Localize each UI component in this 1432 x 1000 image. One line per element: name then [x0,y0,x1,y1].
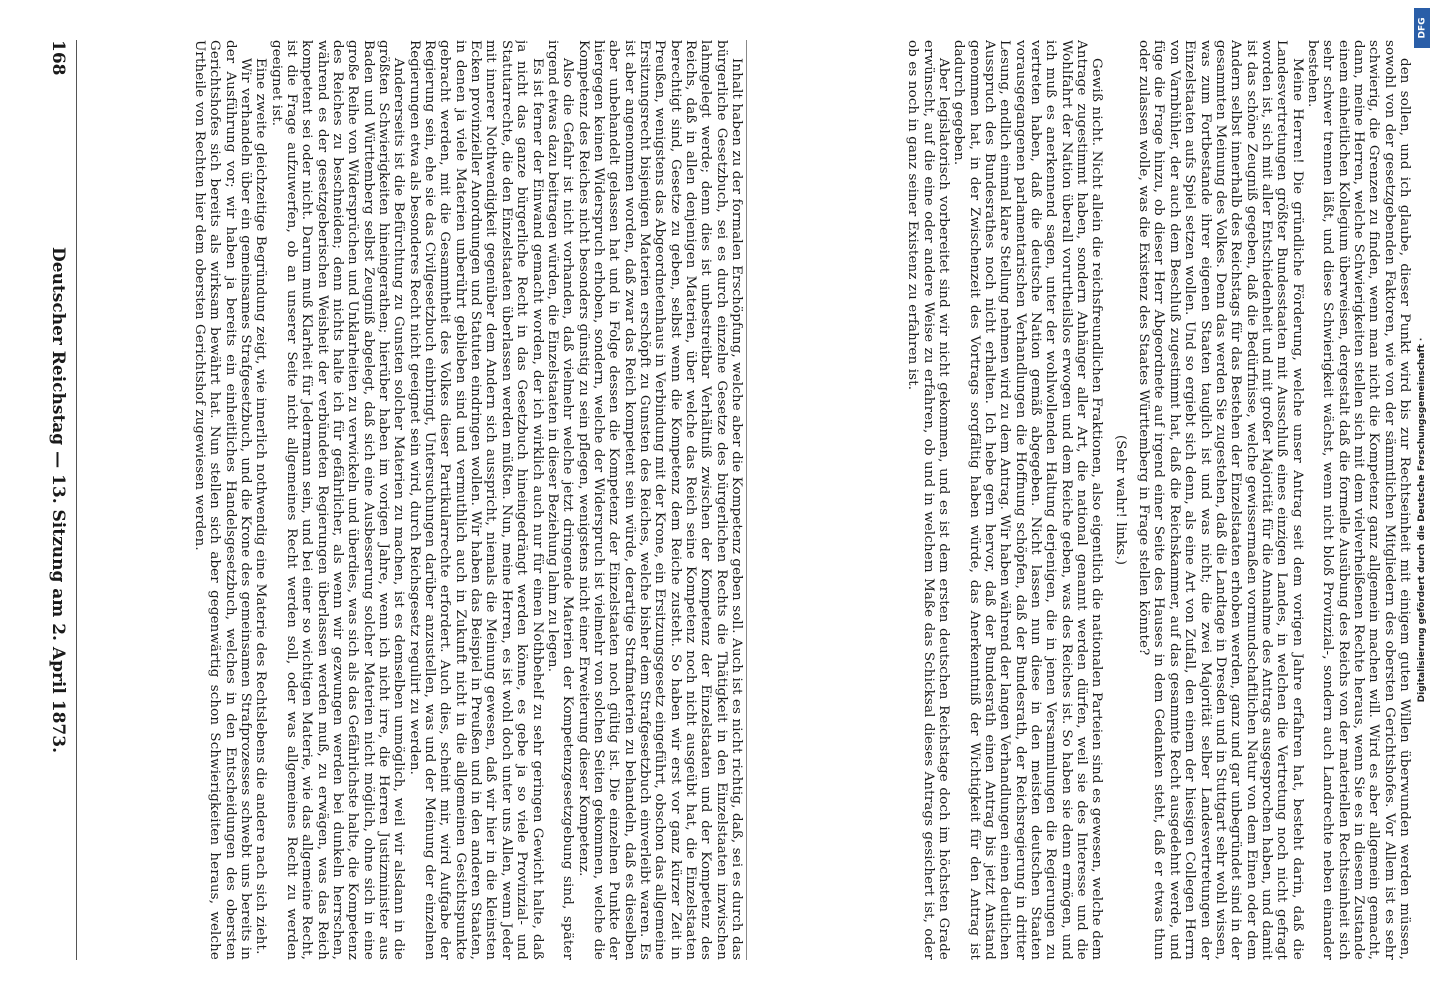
paragraph: Gewiß nicht. Nicht allein die reichsfreundlichen Fraktionen, also eigentlich die nationalen Parteien sind es gewesen, welche dem Antrage zugestimmt haben, sondern Anhänger aller Art, die national genannt werden dürfen, weil sie des Interesse und die Wohlfahrt der Nation überall vorurtheilslos erwogen und dem Reiche geben, was des Reiches ist. So haben sie denn ermögen, und ich muß es anerkennend sagen, unter der wohlwollenden Haltung derjenigen, die in jenen Versammlungen die Regierungen zu vertreten haben, daß die deutsche Nation gemäß abgegeben. Nicht lassen nun diese in den meisten deutschen Staaten vorausgegangenen parlamentarischen Verhandlungen die Hoffnung schöpfen, daß der Bundesrath, der Reichsregierung in dritter Lesung, endlich einmal klare Stellung nehmen wird zu dem Antrag. Wir haben während der langen Verhandlungen einen deutlichen Ausspruch des Bundesrathes noch nicht erhalten. Ich hebe gern hervor, daß der Bundesrath einen Antrag bis jetzt Anstand genommen hat, in der Zwischenzeit des Vortrags sorgfältig haben würde, das Anerkenntniß der Wichtigkeit für den Antrag ist dadurch gegeben. [951,40,1105,960]
paragraph: Inhalt haben zu der formalen Erschöpfung, welche aber die Kompetenz geben soll. Auch ist es nicht richtig, daß, sei es durch das bürgerliche Gesetzbuch, sei es durch einzelne Gesetze des bürgerlichen Rechts die Thätigkeit in den Einzelstaaten inzwischen lahmgelegt werde; denn dies ist unbestreitbar Verhältniß zwischen der Kompetenz der Einzelstaaten und der Kompetenz des Reichs, daß in allen denjenigen Materien, über welche das Reich seine Kompetenz noch nicht ausgeübt hat, die Einzelstaaten berechtigt sind, Gesetze zu geben, selbst wenn die Kompetenz dem Reiche zusteht. So haben wir erst vor ganz kürzer Zeit in Preußen, wenigstens das Abgeordnetenhaus in Verbindung mit der Krone, ein Ersitzungsgesetz eingeführt, obschon das allgemeine Ersitzungsrecht bisjenigen Materien erschöpft zu Gunsten des Reiches, welche bisher dem Strafgesetzbuch einverleibt waren. Es ist aber angenommen worden, daß zwar das Reich kompetent sein würde, derartige Strafmaterien zu behandeln, daß es dieselben aber unbehandelt gelassen hat und in Folge dessen die Kompetenz der Einzelstaaten noch gültig ist. Die einzelnen Punkte der hiergegen keinen Widerspruch erhoben, sondern, welche der Widerspruch ist vielmehr von solchen Seiten gekommen, welche die Kompetenz des Reiches nicht besonders günstig zu sein pflegen, wenigstens nicht einer Erweiterung dieser Kompetenz. [575,40,744,960]
paragraph: Meine Herren! Die gründliche Förderung, welche unser Antrag seit dem vorigen Jahre erfahren hat, besteht darin, daß die Landesvertretungen größter Bundesstaaten mit Ausschluß eines einzigen Landes, in welchen die Vertretung noch nicht gefragt worden ist, sich mit aller Entschiedenheit und mit großer Majorität für die Annahme des Antrags ausgesprochen haben, und damit ist das schöne Zeugniß gegeben, daß die Bedürfnisse, welche gewissermaßen vormundschaftlichen Natur von dem Einen oder dem Andern selbst innerhalb des Reichstags für das Bestehen der Einzelstaaten erhoben werden, ganz und gar unbegründet sind in der gesammten Meinung des Volkes. Denn das werden Sie zugestehen, daß die Landtage in Dresden und in Stuttgart sehr wohl wissen, was zum Fortbestande ihrer eigenen Staaten tauglich ist und was nicht; die zwei Majorität selber Landesvertretungen der Einzelstaaten aufs Spiel setzen wollen. Und so ergiebt sich denn, als eine Art von Zufall, den einem der hiesigen Collegen Herrn von Varnbühler, der auch dem Beschluß zugestimmt hat, daß die Reichskammer, auf das gesammte Recht ausgedehnt werde, und füge die Frage hinzu, ob dieser Herr Abgeordnete auf irgend einer Seite des Hauses in dem Gedanken steht, daß er etwas thun oder zulassen wolle, was die Existenz des Staates Württemberg in Frage stellen könnte? [1136,40,1305,960]
credit-text: Digitalisierung gefördert durch die Deutsche Forschungsgemeinschaft · [1417,337,1427,703]
column-divider [746,40,747,960]
right-column-text [752,40,1412,960]
interjection: (Sehr wahr! links.) [1112,434,1128,566]
paragraph: Es ist ferner der Einwand gemacht worden, der ich wirklich auch nur für einen Nothbehelf zu sehr geringen Gewicht halte, daß ja nicht das ganze bürgerliche Recht in das Gesetzbuch hineingedrängt werden könne, es gebe ja so viele Provinzial- und Statutarrechte, die den Einzelstaaten überlassen werden müßten. Nun, meine Herren, es ist wohl doch unter uns Allen, wenn Jeder mit innerer Nothwendigkeit gegenüber dem Andern sich ausspricht, niemals die Meinung gewesen, daß wir hier in die kleinsten Ecken provinzieller Anordnungen und Statuten eindringen wollen. Wir haben das Beispiel in Preußen und in den anderen Staaten, in denen ja viele Materien unberührt geblieben sind und vermuthlich auch in Zukunft nicht in die allgemeinen Gesichtspunkte gebracht werden, mit die Gesammtheit des Volkes dieser Partikularrechte erfordert. Auch dies, scheint mir, wird Aufgabe der Regierung sein, ehe sie das Civilgesetzbuch einbringt, Untersuchungen darüber anzustellen, was und der Meinung der einzelnen Regierungen etwa als besonderes Recht nicht geeignet sein wird, durch Reichsgesetz regulirt zu werden. [406,40,545,960]
paragraph: Eine zweite gleichzeitige Begründung zeigt, wie innerlich nothwendig eine Materie des Rechtslebens die andere nach sich zieht. [253,58,269,955]
paragraph: Andererseits ist die Befürchtung zu Gunsten solcher Materien zu machen, ist es demselben unmöglich, weil wir alsdann in die größten Schwierigkeiten hineingerathen; hierüber haben im vorigen Jahre, wenn ich nicht irre, die Herren Justizminister aus Baden und Württemberg selbst Zeugniß abgelegt, daß sich eine Ausbesserung solcher Materien nicht möglich, ohne sich in eine große Reihe von Widersprüchen und Unklarheiten zu verwickeln und überdies, was sich als das Gefährlichste halte, die Kompetenz des Reiches zu beschneiden; denn nichts halte ich für gefährlicher, als wenn wir gezwungen werden bei dunkeln herrschen, während es der gesetzgeberischen Weisheit der verbündeten Regierungen überlassen werden muß, zu erwägen, was das Reich kompetent sei oder nicht. Darum muß Klarheit für Jedermann sein, und bei einer so wichtigen Materie, wie das allgemeine Recht, ist die Frage aufzuwerfen, ob an unserer Seite nicht allgemeines Recht werden soll, oder was allgemeines Recht zu werden geeignet ist. [268,40,407,960]
paragraph: Also die Gefahr ist nicht vorhanden, daß vielmehr welche jetzt dringende Materien der Kompetenzgesetzgebung sind, später irgend etwas dazu beitragen würden, die Einzelstaaten in dieser Beziehung lahm zu legen. [544,40,576,960]
header-rule [76,40,77,960]
dfg-logo-icon: DFG [1414,8,1430,48]
left-column-text [84,40,744,960]
running-head [46,40,70,960]
left-column [84,40,744,960]
paragraph: Aber legislatorisch vorbereitet sind wir nicht gekommen, und es ist dem ersten deutschen Reichstage doch im höchsten Grade erwünscht, auf die eine oder andere Weise zu erfahren, ob und in welchem Maße das Schicksal dieses Antrags gesichert ist, oder ob es noch in ganz seiner Existenz zu erfahren ist. [905,40,952,960]
paragraph: Wir verhandeln über ein gemeinsames Strafgesetzbuch, und die Krone des gemeinsamen Strafprozesses schwebt uns bereits in der Ausführung vor; wir haben ja bereits ein einheitliches Handelsgesetzbuch, welches in den Entscheidungen des obersten Gerichtshofes sich bereits als wirksam bewährt hat. Nun stellen sich aber gegenwärtig schon Schwierigkeiten heraus, welche Urtheile von Rechten hier dem obersten Gerichtshof zugewiesen werden. [191,40,253,960]
page-title: Deutscher Reichstag — 13. Sitzung am 2. April 1873. [48,247,68,753]
digitization-credit [1412,0,1432,1000]
paragraph: den sollen, und ich glaube, dieser Punkt wird bis zur Rechtseinheit mit einigem guten Willen überwunden werden müssen, sowohl von der gesetzgebenden Faktoren, wie von der sämmtlichen Mitgliedern des obersten Gerichtshofes. Vor Allem ist es sehr schwierig, die Grenzen zu finden, wenn man nicht die Kompetenz ganz allgemein machen will. Wird es aber allgemein gemacht, dann, meine Herren, welche Schwierigkeiten stellen sich mit dem vielverheißenen Rechte heraus, wenn Sie es in diesem Zustande einem einheitlichen Kollegium überweisen, dergestalt daß die formelle Ausübung des Reichs von der materiellen Rechtseinheit sich sehr schwer trennen läßt, und diese Schwierigkeit wächst, wenn nicht bloß Provinzial-, sondern auch Landrechte neben einander bestehen. [1304,40,1412,960]
page-number: 168 [48,40,68,76]
right-column [752,40,1412,960]
